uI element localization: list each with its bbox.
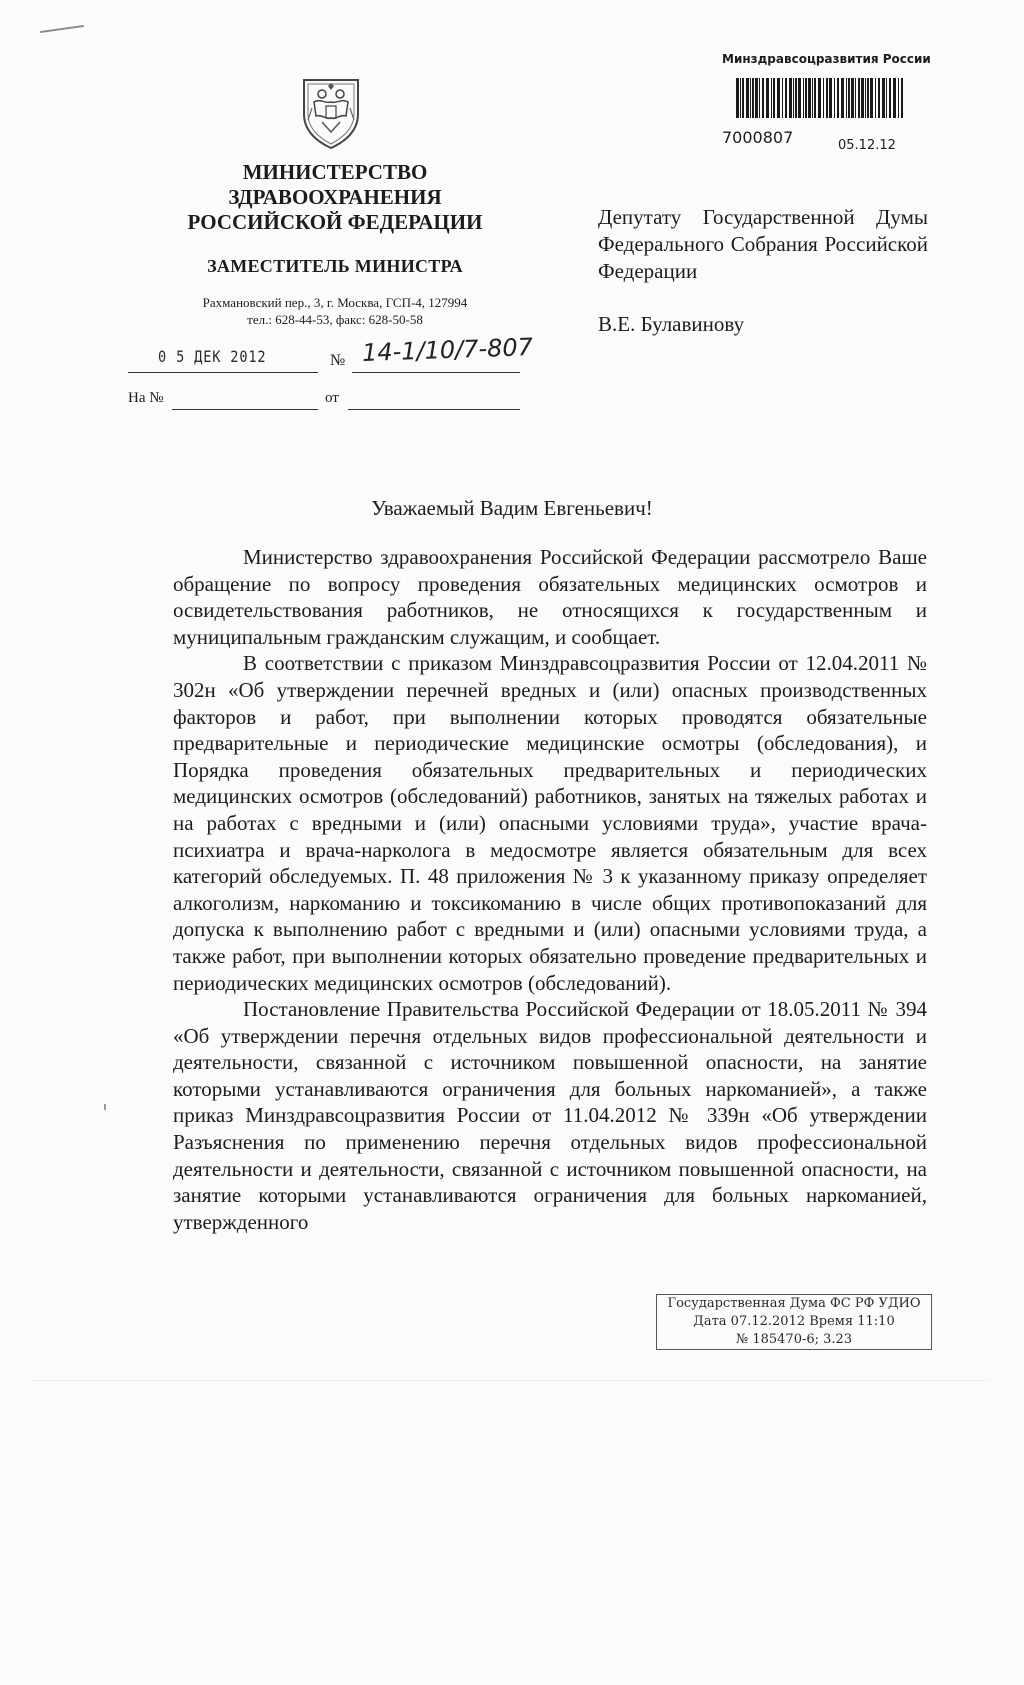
barcode-bar <box>882 78 885 118</box>
phone-line: тел.: 628-44-53, факс: 628-50-58 <box>247 312 423 327</box>
barcode-bar <box>789 78 792 118</box>
salutation: Уважаемый Вадим Евгеньевич! <box>371 496 653 520</box>
barcode-bar <box>901 78 903 118</box>
barcode-bar <box>823 78 824 118</box>
barcode-bar <box>814 78 816 118</box>
number-label: № <box>330 352 346 369</box>
deputy-minister-title: ЗАМЕСТИТЕЛЬ МИНИСТРА <box>207 256 463 276</box>
barcode-bar <box>870 78 873 118</box>
duma-stamp-line2: Дата 07.12.2012 Время 11:10 <box>693 1314 895 1329</box>
barcode-bar <box>746 78 749 118</box>
addressee-title: Депутату Государственной Думы Федерального Собрания Российской Федерации <box>598 205 928 283</box>
barcode-bar <box>740 78 741 118</box>
barcode-bar <box>750 78 751 118</box>
body-paragraph-1: Министерство здравоохранения Российской Федерации рассмотрело Ваше обращение по вопросу проведения обязательных медицинских осмотров и освидетельствования работников, не относящихся к государственным и муниципальным гражданским служащим, и сообщает. <box>173 545 927 649</box>
body-paragraph-2: В соответствии с приказом Минздравсоцразвития России от 12.04.2011 № 302н «Об утверждении перечней вредных и (или) опасных производственных факторов и работ, при выполнении которых проводятся обязательные предварительные и периодические медицинские осмотры (обследования), и Порядка проведения обязательных предварительных и периодических медицинских осмотров (обследований) работников, занятых на тяжелых работах и на работах с вредными и (или) опасными условиями труда», участие врача-психиатра и врача-нарколога в медосмотре является обязательным для всех категорий обследуемых. П. 48 приложения № 3 к указанному приказу определяет алкоголизм, наркоманию и токсикоманию в числе общих противопоказаний для допуска к выполнению работ с вредными и (или) опасными условиями труда, а также работ, при выполнении которых обязательно проведение предварительных и периодических медицинских осмотров (обследований). <box>173 651 927 995</box>
barcode-bar <box>793 78 794 118</box>
body-paragraph-3: Постановление Правительства Российской Федерации от 18.05.2011 № 394 «Об утверждении перечня отдельных видов профессиональной деятельности и деятельности, связанной с источником повышенной опасности, на занятие которыми устанавливаются ограничения для больных наркоманией», а также приказ Минздравсоцразвития России от 11.04.2012 № 339н «Об утверждении Разъяснения по применению перечня отдельных видов профессиональной деятельности и деятельности, связанной с источником повышенной опасности, на занятие которыми устанавливаются ограничения для больных наркоманией, утвержденного <box>173 997 927 1234</box>
barcode-bar <box>818 78 821 118</box>
barcode-bar <box>858 78 860 118</box>
barcode-bar <box>785 78 787 118</box>
ministry-name-line1: МИНИСТЕРСТВО <box>242 160 428 184</box>
ministry-address <box>150 294 520 328</box>
barcode-bar <box>837 78 839 118</box>
barcode-bar <box>846 78 847 118</box>
barcode-bar <box>889 78 891 118</box>
barcode-bar <box>867 78 869 118</box>
barcode-bar <box>829 78 832 118</box>
barcode-bar <box>855 78 856 118</box>
barcode-bar <box>826 78 828 118</box>
barcode-bar <box>777 78 780 118</box>
barcode-bar <box>798 78 801 118</box>
scan-artifact-line <box>30 1380 990 1381</box>
registration-number: 7000807 <box>722 128 794 147</box>
barcode-bar <box>752 78 754 118</box>
barcode-bar <box>861 78 864 118</box>
barcode-bar <box>878 78 880 118</box>
outgoing-date-stamp: 0 5 ДЕК 2012 <box>158 347 267 366</box>
ministry-name <box>150 160 520 235</box>
reference-date-label: от <box>325 390 339 406</box>
duma-registration-stamp <box>656 1294 932 1350</box>
barcode-bar <box>759 78 760 118</box>
barcode-bar <box>812 78 813 118</box>
barcode-bar <box>805 78 807 118</box>
barcode-bar <box>773 78 775 118</box>
letter-body <box>173 544 927 1235</box>
barcode-bar <box>736 78 739 118</box>
barcode-bar <box>886 78 887 118</box>
outgoing-number-handwritten: 14-1/10/7-807 <box>361 333 534 367</box>
barcode-bar <box>766 78 769 118</box>
coat-of-arms-icon <box>298 74 364 150</box>
scan-artifact <box>40 25 84 33</box>
addressee-name: В.Е. Булавинову <box>598 312 745 336</box>
reference-number-label: На № <box>128 390 164 406</box>
barcode-bar <box>898 78 899 118</box>
barcode-bar <box>834 78 835 118</box>
ministry-name-line2: ЗДРАВООХРАНЕНИЯ <box>228 185 442 209</box>
barcode-bar <box>893 78 896 118</box>
barcode-bar <box>865 78 866 118</box>
ministry-name-line3: РОССИЙСКОЙ ФЕДЕРАЦИИ <box>187 210 483 234</box>
registration-date: 05.12.12 <box>838 138 896 153</box>
barcode-bar <box>755 78 758 118</box>
reference-number-field <box>172 393 318 410</box>
barcode-bar <box>808 78 811 118</box>
duma-stamp-line1: Государственная Дума ФС РФ УДИО <box>667 1296 921 1311</box>
barcode-bar <box>762 78 764 118</box>
barcode-bar <box>851 78 854 118</box>
barcode-bar <box>782 78 783 118</box>
registration-organization: Минздравсоцразвития России <box>722 52 931 66</box>
barcode-bar <box>848 78 850 118</box>
address-line: Рахмановский пер., 3, г. Москва, ГСП-4, 127994 <box>202 295 468 310</box>
barcode-bar <box>875 78 876 118</box>
barcode-icon <box>736 78 904 118</box>
barcode-bar <box>771 78 772 118</box>
duma-stamp-line3: № 185470-6; 3.23 <box>735 1332 853 1347</box>
barcode-bar <box>803 78 804 118</box>
reference-date-field <box>348 393 520 410</box>
scan-artifact-dot <box>104 1104 106 1110</box>
barcode-bar <box>841 78 844 118</box>
barcode-bar <box>795 78 797 118</box>
barcode-bar <box>742 78 744 118</box>
